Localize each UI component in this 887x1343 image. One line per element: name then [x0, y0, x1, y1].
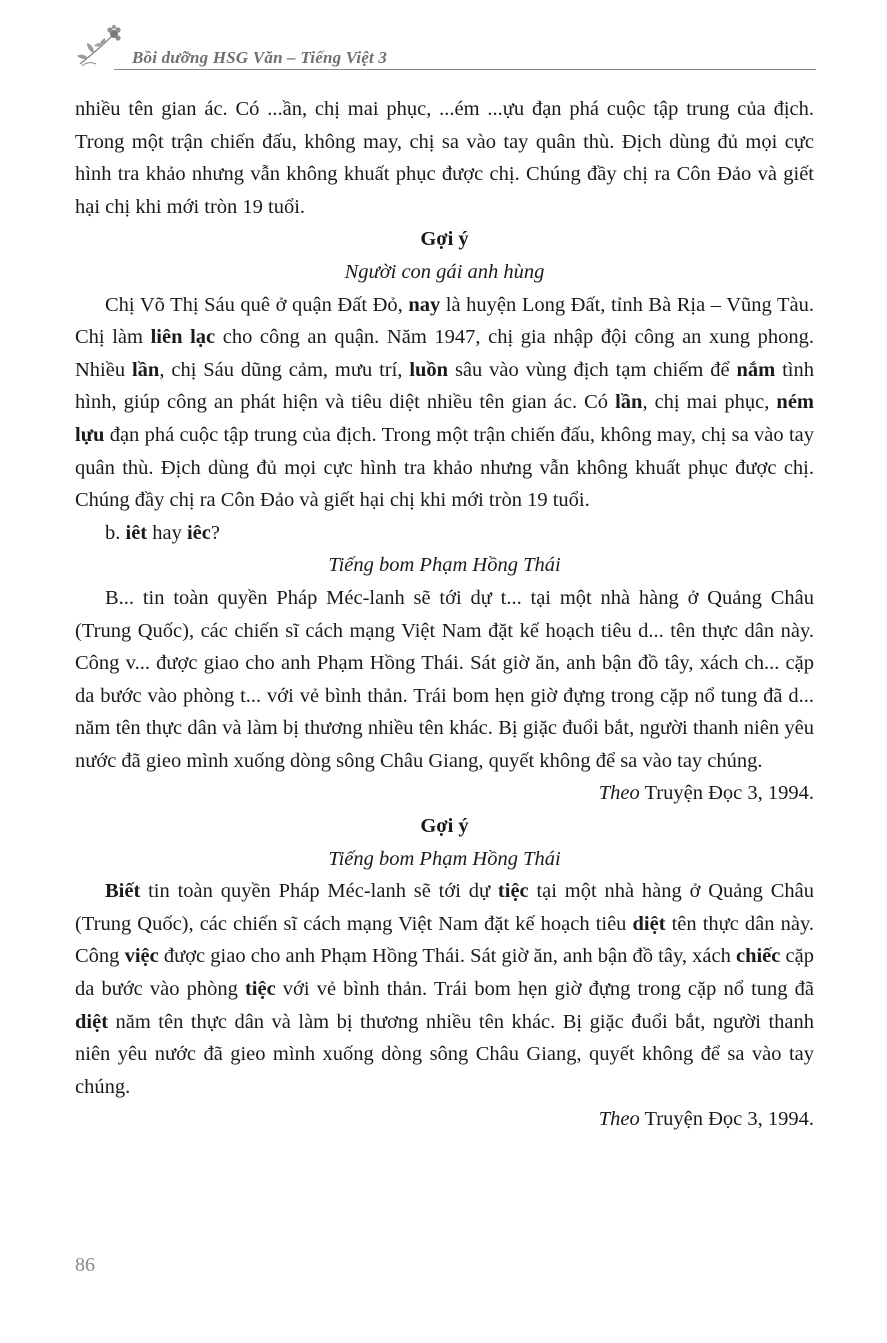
page-content — [75, 93, 814, 1136]
hint-heading-1: Gợi ý — [420, 228, 469, 251]
story-title-2: Tiếng bom Phạm Hồng Thái — [328, 554, 561, 577]
flower-sprig-icon — [74, 24, 130, 68]
answer-paragraph-2: Biết tin toàn quyền Pháp Méc-lanh sẽ tới dự tiệc tại một nhà hàng ở Quảng Châu (Trung Quốc), các chiến sĩ cách mạng Việt Nam đặt kế hoạch tiêu diệt tên thực dân này. Công việc được giao cho anh Phạm Hồng Thái. Sát giờ ăn, anh bận đồ tây, xách chiếc cặp da bước vào phòng tiệc với vẻ bình thản. Trái bom hẹn giờ đựng trong cặp nổ tung đã diệt năm tên thực dân và làm bị thương nhiều tên khác. Bị giặc đuổi bắt, người thanh niên yêu nước đã gieo mình xuống dòng sông Châu Giang, quyết không để sa vào tay chúng. — [75, 880, 815, 1098]
answer-paragraph-1: Chị Võ Thị Sáu quê ở quận Đất Đỏ, nay là huyện Long Đất, tỉnh Bà Rịa – Vũng Tàu. Chị làm liên lạc cho công an quận. Năm 1947, chị gia nhập đội công an xung phong. Nhiều lần, chị Sáu dũng cảm, mưu trí, luồn sâu vào vùng địch tạm chiếm để nắm tình hình, giúp công an phát hiện và tiêu diệt nhiều tên gian ác. Có lần, chị mai phục, ném lựu đạn phá cuộc tập trung của địch. Trong một trận chiến đấu, không may, chị sa vào tay quân thù. Địch dùng đủ mọi cực hình tra khảo nhưng vẫn không khuất phục được chị. Chúng đầy chị ra Côn Đảo và giết hại chị khi mới tròn 19 tuổi. — [75, 293, 815, 512]
page-header — [74, 24, 816, 72]
header-title: Bồi dưỡng HSG Văn – Tiếng Việt 3 — [132, 48, 388, 67]
story-title-3: Tiếng bom Phạm Hồng Thái — [328, 847, 561, 870]
story-title-1: Người con gái anh hùng — [344, 260, 545, 283]
exercise-b-prompt: b. iêt hay iêc? — [105, 521, 220, 544]
hint-heading-2: Gợi ý — [420, 815, 469, 838]
header-rule — [114, 69, 816, 70]
source-citation-1: Theo Truyện Đọc 3, 1994. — [598, 782, 814, 805]
page-number: 86 — [75, 1254, 95, 1276]
paragraph-continued: nhiều tên gian ác. Có ...ần, chị mai phục, ...ém ...ựu đạn phá cuộc tập trung của địch. Trong một trận chiến đấu, không may, chị sa vào tay quân thù. Địch dùng đủ mọi cực hình tra khảo nhưng vẫn không khuất phục được chị. Chúng đầy chị ra Côn Đảo và giết hại chị khi mới tròn 19 tuổi. — [75, 98, 814, 218]
exercise-paragraph: B... tin toàn quyền Pháp Méc-lanh sẽ tới dự t... tại một nhà hàng ở Quảng Châu (Trung Quốc), các chiến sĩ cách mạng Việt Nam đặt kế hoạch tiêu d... tên thực dân này. Công v... được giao cho anh Phạm Hồng Thái. Sát giờ ăn, anh bận đồ tây, xách ch... cặp da bước vào phòng t... với vẻ bình thản. Trái bom hẹn giờ đựng trong cặp nổ tung đã d... năm tên thực dân và làm bị thương nhiều tên khác. Bị giặc đuổi bắt, người thanh niên yêu nước đã gieo mình xuống dòng sông Châu Giang, quyết không để sa vào tay chúng. — [75, 586, 814, 772]
source-citation-2: Theo Truyện Đọc 3, 1994. — [598, 1108, 814, 1131]
